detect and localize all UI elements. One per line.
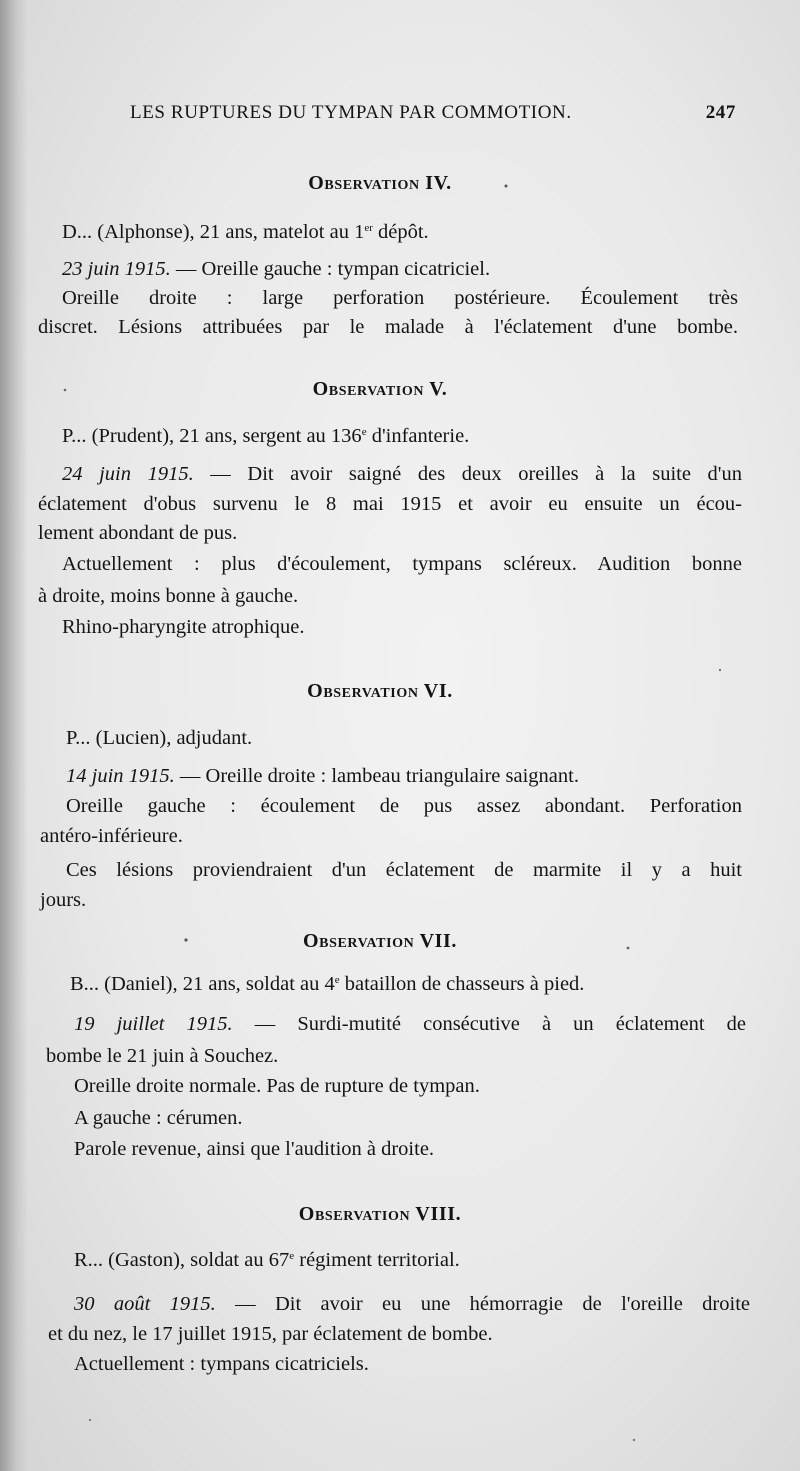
running-title: LES RUPTURES DU TYMPAN PAR COMMOTION. [130, 102, 572, 123]
body-line: Oreille droite : large perforation postérieure. Écoulement très [62, 287, 738, 309]
body-line: Ces lésions proviendraient d'un éclatement de marmite il y a huit [66, 859, 742, 881]
patient-text-end: dépôt. [372, 221, 429, 243]
observation-heading: Observation IV. [308, 172, 452, 194]
date-line [74, 1290, 750, 1318]
body-line: bombe le 21 juin à Souchez. [46, 1045, 279, 1067]
superscript: e [289, 1250, 295, 1262]
patient-text-end: d'infanterie. [366, 425, 470, 447]
patient-text: R... (Gaston), soldat au 67 [74, 1249, 290, 1271]
patient-line [74, 1246, 460, 1277]
body-line: discret. Lésions attribuées par le malade à l'éclatement d'une bombe. [38, 316, 738, 338]
date-line-rest: — Dit avoir eu une hémorragie de l'oreille droite [215, 1293, 750, 1315]
patient-line: P... (Lucien), adjudant. [66, 727, 253, 749]
body-line: Parole revenue, ainsi que l'audition à droite. [74, 1138, 435, 1160]
body-line: et du nez, le 17 juillet 1915, par éclatement de bombe. [48, 1323, 493, 1345]
body-line: A gauche : cérumen. [74, 1107, 243, 1129]
observation-date: 24 juin 1915. [62, 463, 194, 485]
body-line: à droite, moins bonne à gauche. [38, 585, 299, 607]
page-edge-shadow [0, 0, 28, 1471]
date-line-rest: — Dit avoir saigné des deux oreilles à la suite d'un [193, 463, 742, 485]
superscript: e [361, 426, 367, 438]
date-line [74, 1010, 746, 1038]
body-line: Rhino-pharyngite atrophique. [62, 616, 305, 638]
patient-text-end: bataillon de chasseurs à pied. [339, 973, 585, 995]
running-head [130, 102, 740, 132]
superscript: e [334, 974, 340, 986]
body-line: jours. [40, 889, 87, 911]
observation-heading: Observation V. [312, 378, 448, 400]
superscript: er [364, 222, 373, 234]
patient-text: B... (Daniel), 21 ans, soldat au 4 [70, 973, 335, 995]
observation-date: 30 août 1915. [74, 1293, 216, 1315]
date-line-rest: — Surdi-mutité consécutive à un éclatement de [232, 1013, 747, 1035]
date-line [62, 255, 490, 283]
body-line: lement abondant de pus. [38, 522, 238, 544]
patient-line [62, 218, 429, 249]
observation-heading: Observation VIII. [298, 1203, 462, 1225]
patient-text: P... (Prudent), 21 ans, sergent au 136 [62, 425, 362, 447]
patient-text-end: régiment territorial. [294, 1249, 460, 1271]
observation-date: 19 juillet 1915. [74, 1013, 233, 1035]
date-line-rest: — Oreille droite : lambeau triangulaire saignant. [174, 765, 579, 787]
body-line: Actuellement : plus d'écoulement, tympans scléreux. Audition bonne [62, 553, 742, 575]
patient-line [62, 422, 469, 453]
body-line: Oreille gauche : écoulement de pus assez abondant. Perforation [66, 795, 742, 817]
observation-date: 14 juin 1915. [66, 765, 175, 787]
date-line [62, 460, 742, 488]
observation-date: 23 juin 1915. [62, 258, 171, 280]
date-line-rest: — Oreille gauche : tympan cicatriciel. [170, 258, 491, 280]
page-number: 247 [705, 102, 736, 123]
observation-heading: Observation VI. [307, 680, 453, 702]
patient-line [70, 970, 584, 1001]
body-line: éclatement d'obus survenu le 8 mai 1915 et avoir eu ensuite un écou- [38, 493, 742, 515]
date-line [66, 762, 579, 790]
body-line: Actuellement : tympans cicatriciels. [74, 1353, 369, 1375]
observation-heading: Observation VII. [302, 930, 458, 952]
body-line: Oreille droite normale. Pas de rupture de tympan. [74, 1075, 480, 1097]
body-line: antéro-inférieure. [40, 825, 183, 847]
patient-text: D... (Alphonse), 21 ans, matelot au 1 [62, 221, 365, 243]
